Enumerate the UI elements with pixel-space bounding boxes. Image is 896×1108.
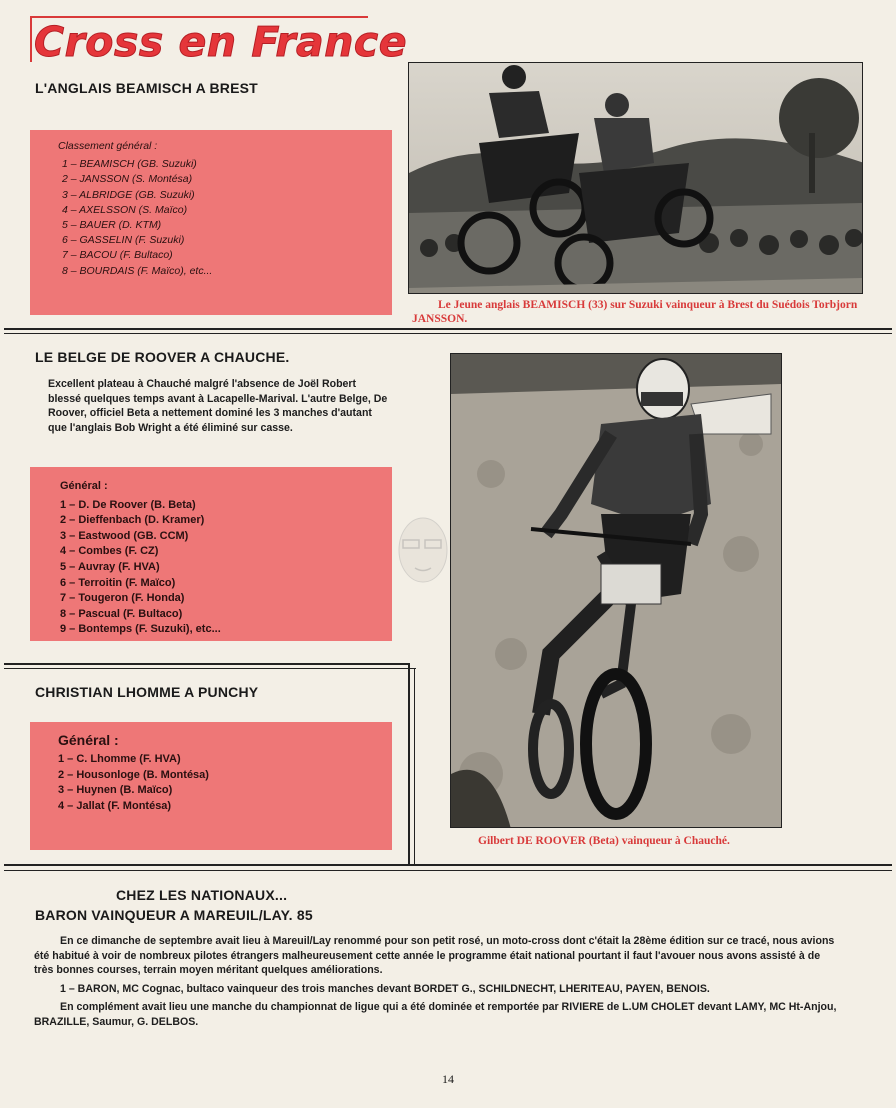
punchy-frame-right <box>408 663 410 865</box>
chauche-race-photo <box>450 353 782 828</box>
brest-race-photo <box>408 62 863 294</box>
list-item: 1 – BEAMISCH (GB. Suzuki) <box>62 158 197 171</box>
chauche-heading: LE BELGE DE ROOVER A CHAUCHE. <box>35 349 290 365</box>
chauche-photo-caption: Gilbert DE ROOVER (Beta) vainqueur à Chauché. <box>478 835 730 847</box>
list-item: 2 – JANSSON (S. Montésa) <box>62 173 193 186</box>
punchy-heading: CHRISTIAN LHOMME A PUNCHY <box>35 684 259 700</box>
page-title: Cross en France <box>34 18 408 66</box>
punchy-box-title: Général : <box>58 732 119 748</box>
chauche-intro: Excellent plateau à Chauché malgré l'absence de Joël Robert blessé quelques temps avant à Lacapelle-Marival. L'autre Belge, De Roover, officiel Beta a nettement dominé les 3 manches d'autant que l'anglais Bob Wright a été éliminé sur casse. <box>48 378 388 434</box>
punchy-frame-top-thin <box>4 668 416 669</box>
list-item: 4 – Jallat (F. Montésa) <box>58 799 172 812</box>
chauche-results-box <box>30 467 392 641</box>
brest-heading: L'ANGLAIS BEAMISCH A BREST <box>35 80 258 96</box>
nationaux-paragraph-2: 1 – BARON, MC Cognac, bultaco vainqueur des trois manches devant BORDET G., SCHILDNECHT, LHERITEAU, PAYEN, BENOIS. <box>60 982 710 995</box>
punchy-results-box <box>30 722 392 850</box>
punchy-frame-right-thin <box>414 668 415 865</box>
list-item: 3 – ALBRIDGE (GB. Suzuki) <box>62 188 195 201</box>
section-divider-thin <box>4 870 892 871</box>
chauche-box-title: Général : <box>60 480 108 492</box>
nationaux-heading: CHEZ LES NATIONAUX... <box>116 887 288 903</box>
punchy-frame-top <box>4 663 410 665</box>
watermark-portrait <box>393 510 453 600</box>
list-item: 3 – Huynen (B. Maïco) <box>58 784 173 797</box>
list-item: 8 – Pascual (F. Bultaco) <box>60 607 183 620</box>
list-item: 5 – BAUER (D. KTM) <box>62 219 162 232</box>
brest-box-title: Classement général : <box>58 140 158 152</box>
list-item: 7 – Tougeron (F. Honda) <box>60 592 185 605</box>
list-item: 1 – C. Lhomme (F. HVA) <box>58 753 181 765</box>
list-item: 4 – Combes (F. CZ) <box>60 545 159 558</box>
section-divider <box>4 864 892 866</box>
brest-photo-caption: Le Jeune anglais BEAMISCH (33) sur Suzuki vainqueur à Brest du Suédois Torbjorn JANSSON. <box>412 299 858 325</box>
list-item: 9 – Bontemps (F. Suzuki), etc... <box>60 623 221 636</box>
list-item: 8 – BOURDAIS (F. Maïco), etc... <box>62 264 213 277</box>
nationaux-body <box>34 934 840 1030</box>
list-item: 7 – BACOU (F. Bultaco) <box>62 249 173 262</box>
list-item: 6 – Terroitin (F. Maïco) <box>60 576 176 589</box>
motocross-riders-image <box>409 63 863 294</box>
section-divider <box>4 328 892 330</box>
list-item: 2 – Dieffenbach (D. Kramer) <box>60 514 205 527</box>
title-tick <box>30 16 32 62</box>
page-number: 14 <box>442 1072 454 1086</box>
nationaux-paragraph-1: En ce dimanche de septembre avait lieu à Mareuil/Lay renommé pour son petit rosé, un moto-cross dont c'était la 28ème édition sur ce tracé, nous avions été habitué à voir de nombreux pilotes étrangers malheureusement cette année le programme était national pourtant il faut l'avouer nous avons assisté à de très bonnes courses, terrain moyen méritant quelques améliorations. <box>34 935 835 977</box>
list-item: 2 – Housonloge (B. Montésa) <box>58 768 209 781</box>
brest-results-box <box>30 130 392 315</box>
list-item: 5 – Auvray (F. HVA) <box>60 560 160 573</box>
list-item: 4 – AXELSSON (S. Maïco) <box>62 203 188 216</box>
section-divider-thin <box>4 333 892 334</box>
nationaux-paragraph-3: En complément avait lieu une manche du championnat de ligue qui a été dominée et remportée par RIVIERE de L.UM CHOLET devant LAMY, MC Ht-Anjou, BRAZILLE, Saumur, G. DELBOS. <box>34 1001 837 1028</box>
motocross-rider-image <box>451 354 782 828</box>
mareuil-heading: BARON VAINQUEUR A MAREUIL/LAY. 85 <box>35 907 313 923</box>
list-item: 6 – GASSELIN (F. Suzuki) <box>62 234 185 247</box>
list-item: 3 – Eastwood (GB. CCM) <box>60 529 189 542</box>
list-item: 1 – D. De Roover (B. Beta) <box>60 498 196 511</box>
